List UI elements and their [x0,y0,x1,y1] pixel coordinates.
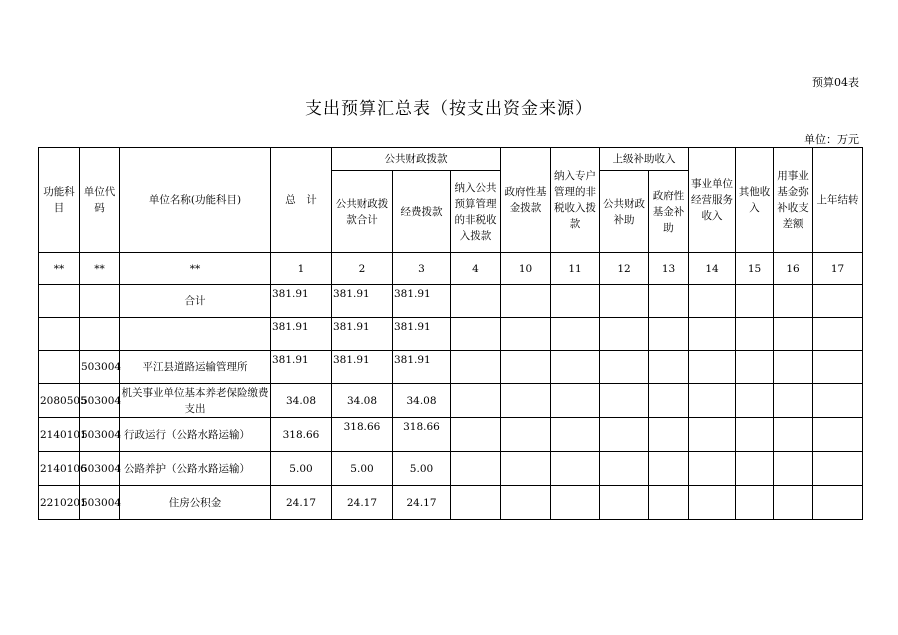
index-cell: ** [39,253,80,285]
unit-name-cell: 住房公积金 [120,486,271,520]
expense-cell: 24.17 [393,486,451,520]
pf-total-cell: 381.91 [332,351,393,384]
header-nontax-public: 纳入公共预算管理的非税收入拨款 [451,171,501,253]
table-row [39,285,863,318]
form-number: 预算04表 [812,76,859,89]
total-cell: 5.00 [271,452,332,486]
header-business-income: 事业单位经营服务收入 [689,148,736,253]
page-title: 支出预算汇总表（按支出资金来源） [305,99,593,119]
unit-code-cell: 503004 [80,384,120,418]
func-code-cell [39,351,80,384]
func-code-cell: 2140101 [39,418,80,452]
index-cell: 14 [689,253,736,285]
index-cell: ** [80,253,120,285]
header-other-income: 其他收入 [736,148,774,253]
table-row [39,318,863,351]
index-cell: 3 [393,253,451,285]
unit-name-cell: 平江县道路运输管理所 [120,351,271,384]
expense-cell: 381.91 [393,285,451,318]
unit-label: 单位：万元 [804,133,859,146]
index-cell: ** [120,253,271,285]
expense-cell: 34.08 [393,384,451,418]
expense-cell: 318.66 [393,418,451,452]
expense-cell: 5.00 [393,452,451,486]
header-public-finance: 公共财政拨款 [332,148,501,171]
header-expense-alloc: 经费拨款 [393,171,451,253]
func-code-cell: 2210201 [39,486,80,520]
pf-total-cell: 318.66 [332,418,393,452]
total-cell: 34.08 [271,384,332,418]
table-row [39,418,863,452]
unit-code-cell: 503004 [80,351,120,384]
unit-code-cell [80,318,120,351]
index-row [39,253,863,285]
header-carryover: 上年结转 [813,148,863,253]
header-superior-subsidy: 上级补助收入 [600,148,689,171]
total-cell: 318.66 [271,418,332,452]
func-code-cell [39,318,80,351]
header-pf-subsidy: 公共财政补助 [600,171,649,253]
table-row [39,452,863,486]
table-row [39,384,863,418]
total-cell: 381.91 [271,285,332,318]
header-total: 总 计 [271,148,332,253]
unit-code-cell: 503004 [80,452,120,486]
pf-total-cell: 381.91 [332,318,393,351]
unit-code-cell: 503004 [80,486,120,520]
unit-name-cell: 合计 [120,285,271,318]
header-unit-code: 单位代码 [80,148,120,253]
pf-total-cell: 34.08 [332,384,393,418]
budget-table [38,147,863,520]
table-row [39,351,863,384]
unit-name-cell: 机关事业单位基本养老保险缴费支出 [120,384,271,418]
index-cell: 13 [649,253,689,285]
index-cell: 2 [332,253,393,285]
unit-name-cell: 行政运行（公路水路运输） [120,418,271,452]
header-func-code: 功能科目 [39,148,80,253]
header-fund-gap: 用事业基金弥补收支差额 [774,148,813,253]
func-code-cell: 2080505 [39,384,80,418]
func-code-cell [39,285,80,318]
unit-code-cell [80,285,120,318]
index-cell: 12 [600,253,649,285]
unit-code-cell: 503004 [80,418,120,452]
unit-name-cell [120,318,271,351]
index-cell: 1 [271,253,332,285]
pf-total-cell: 381.91 [332,285,393,318]
header-row-1 [39,148,863,171]
pf-total-cell: 5.00 [332,452,393,486]
index-cell: 17 [813,253,863,285]
header-nontax-special: 纳入专户管理的非税收入拨款 [551,148,600,253]
table-row [39,486,863,520]
index-cell: 10 [501,253,551,285]
pf-total-cell: 24.17 [332,486,393,520]
index-cell: 15 [736,253,774,285]
total-cell: 24.17 [271,486,332,520]
index-cell: 16 [774,253,813,285]
func-code-cell: 2140106 [39,452,80,486]
header-gov-fund-subsidy: 政府性基金补助 [649,171,689,253]
header-pf-subtotal: 公共财政拨款合计 [332,171,393,253]
unit-name-cell: 公路养护（公路水路运输） [120,452,271,486]
expense-cell: 381.91 [393,351,451,384]
header-gov-fund: 政府性基金拨款 [501,148,551,253]
header-unit-name: 单位名称(功能科目) [120,148,271,253]
expense-cell: 381.91 [393,318,451,351]
total-cell: 381.91 [271,351,332,384]
index-cell: 4 [451,253,501,285]
index-cell: 11 [551,253,600,285]
total-cell: 381.91 [271,318,332,351]
